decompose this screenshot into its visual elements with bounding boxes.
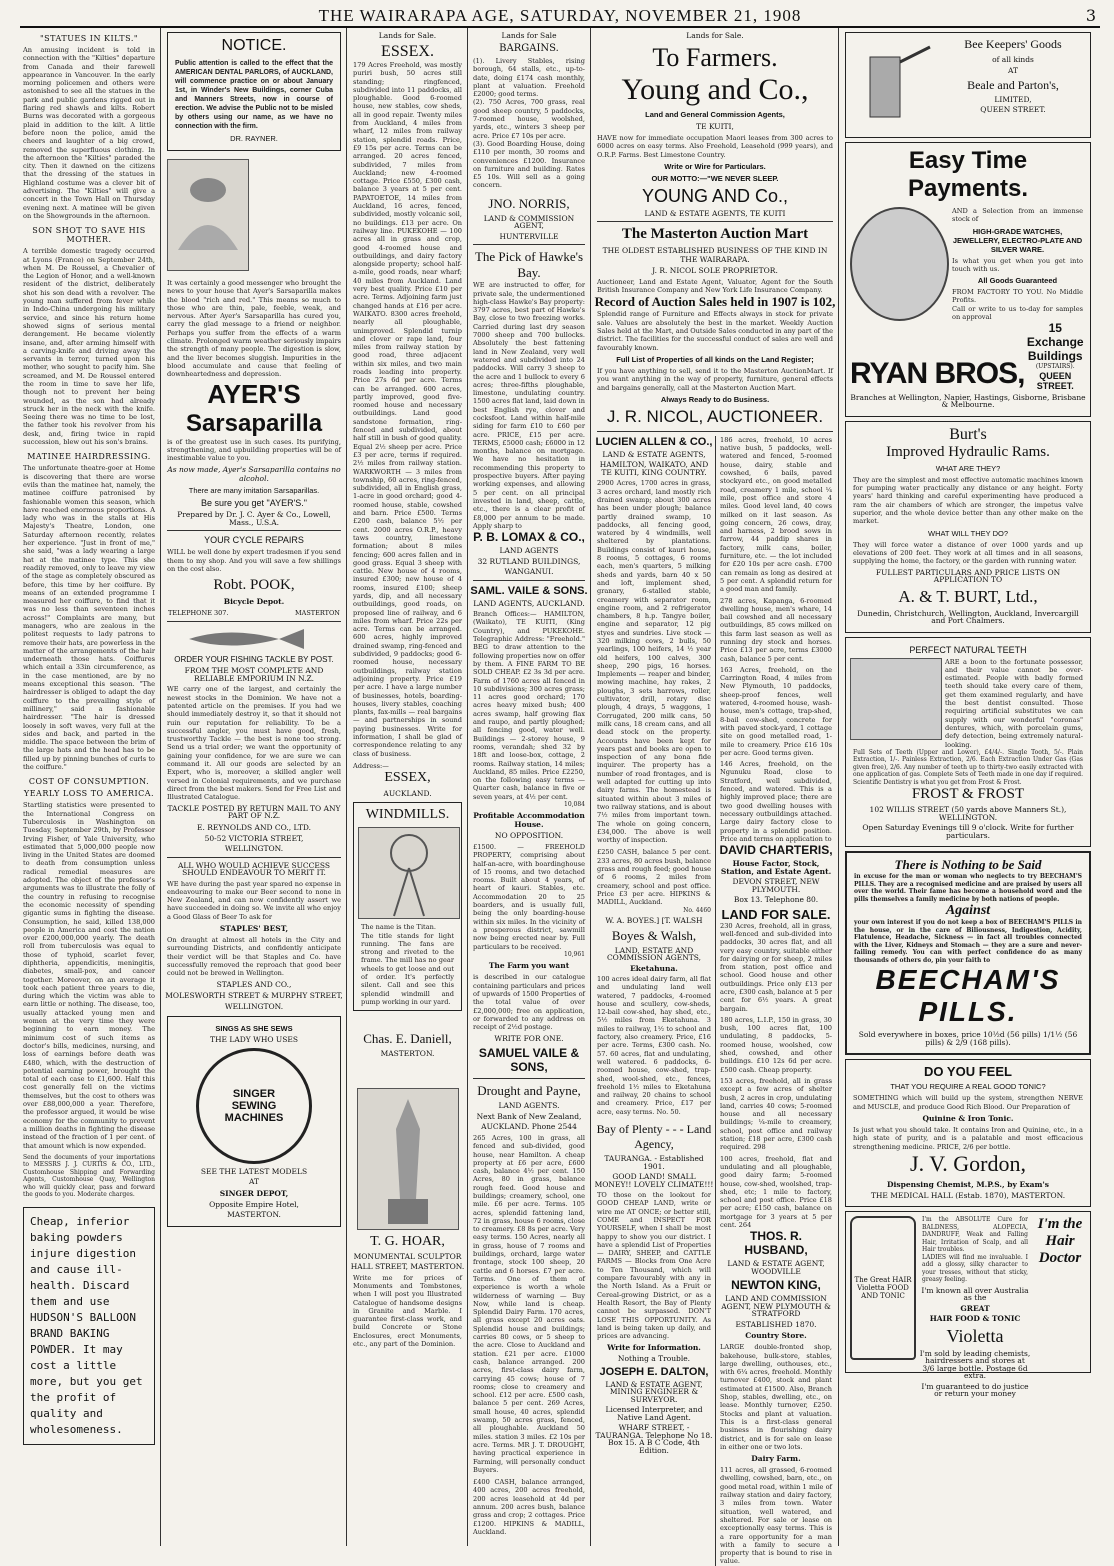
norris-town: HUNTERVILLE <box>499 231 559 241</box>
guaranteed: All Goods Guaranteed <box>977 276 1058 286</box>
full-list: Full List of Properties of all kinds on the Land Register; <box>616 354 814 364</box>
column-rule <box>838 28 839 1546</box>
reynolds-name: E. REYNOLDS AND CO., LTD. <box>196 822 312 832</box>
young-name-2: YOUNG AND Co., <box>641 185 789 206</box>
allen-text: 2900 Acres, 1700 acres in grass, 3 acres orchard, land mostly rich drained swamp; about 300 acres has been under plough; balance partly drained swamp, 10 paddocks, all fencing good, watered by 4 windmills, well sheltered by plantations. Buildings consist of kauri house, 8 rooms, 5 cottages, 6 rooms each, men's quarters, 5 milking sheds and yards, barn 40 x 50 and loft, implement shed, granary, 6-stalled stable, creamery with separator room, engine room, and 2 refrigerator chambers, 8 h.p. Tangye boiler, engine and separator, 12 pig styes and sundries. Live stock — 320 milking cows, 2 bulls, 50 yearlings, 100 heifers, 14 ½ year old heifers, 100 calves, 300 sheep, 290 pigs, 16 horses. Implements — reaper and binder, mowing machine, hay rakes, 2 ploughs, 3 sets harrows, roller, cultivator, drill, rotary disc plough, 4 drays, 5 waggons, 1 Corrugated, 200 milk cans, 50 milk cans, 18 cream cans, and all dead stock on the property. Accounts have been kept for years past and books are open to inspection of any bona fide inquirer. The property has a number of road frontages, and is well adapted for cutting up into dairy farms. The homestead is situated within about 3 miles of two railway stations, and is about 7½ miles from important town. The whole on going concern, £34,000. The above is well worthy of inspection. <box>597 479 711 845</box>
column-rule <box>467 28 468 1546</box>
ayers-product: Sarsaparilla <box>185 409 323 437</box>
dairy-farm: Dairy Farm. <box>751 1454 801 1464</box>
quinine-tonic: Quinine & Iron Tonic. <box>922 1113 1014 1123</box>
article-kilts: An amusing incident is told in connection with the "Kilties" departure from Canada and their farewell appearance in Vancouver. In the early morning policemen and others were astonished to see all the statues in the park and public gardens rigged out in flaring red shawls and kilts. Robert Burns was decorated with a gorgeous plaid in addition to the kilt. A little before noon the police, amid the cheers and laughter of a big crowd, removed the superfluous clothing. In the afternoon the "Kilties" paraded the city. Then it dawned on the citizens that the dressing of the statues in Highland costume was a clever bit of advertising. The "Kilties" will give a concert in the Town Hall on Thursday evening next. A matinee will be given on the Showgrounds in the afternoon. <box>23 46 155 220</box>
reynolds-town: WELLINGTON. <box>224 844 284 853</box>
singer-logo-text: SINGER SEWING MACHINES <box>224 1087 284 1124</box>
accommodation-text: £1500. — FREEHOLD PROPERTY, comprising about half-an-acre, with boardinghouse of 15 rooms, and two detached rooms. Built about 4 years, of heart of kauri. Stables, etc. Accommodation 20 to 25 boarders, and is usually full, being the only boarding-house within six miles. In the vicinity of a prosperous district, sawmill now being erected near by. Full particulars to be received. <box>473 842 585 951</box>
ayers-note: As now made, Ayer's Sarsaparilla contains no alcohol. <box>167 465 341 484</box>
mart-sub: THE OLDEST ESTABLISHED BUSINESS OF THE KIND IN THE WAIRARAPA. <box>602 246 828 265</box>
vaile-sub: LAND AGENTS, AUCKLAND. <box>473 598 585 608</box>
gordon-name: J. V. Gordon, <box>910 1150 1026 1176</box>
notice-heading: NOTICE. <box>221 37 287 54</box>
charteris-name: DAVID CHARTERIS, <box>719 843 833 858</box>
bee-address: QUEEN STREET. <box>980 105 1046 114</box>
listing-146: 146 Acres, freehold, on the Ngunuku Road, close to Stratford, well subdivided, fenced, and watered. This is a highly improved place; there are two good dwelling houses with necessary outbuildings attached. Large dairy factory close to property in a splendid position. Price and terms on application to <box>720 760 832 843</box>
singer-heading: SINGS AS SHE SEWS <box>215 1024 293 1034</box>
gordon-sub: Dispensing Chemist, M.P.S., by Exam's <box>887 1179 1049 1189</box>
dairy-farm-text: 111 acres, all grassed, 6-roomed dwelling, cowshed, barn, etc., on good metal road, within 1 mile of railway station and dairy factory, 3 miles from town. Water situation, well watered, and sheltered. For sale or lease on exceptionally easy terms. This is a rare opportunity for a man with a family to secure a property that is bound to rise in value. <box>720 1466 832 1566</box>
lomax-name: P. B. LOMAX & CO., <box>473 530 585 545</box>
vaile-number: 10,084 <box>564 800 585 808</box>
bay-town: TAURANGA. - Established 1901. <box>604 1154 704 1171</box>
young-town: TE KUITI, <box>696 122 734 131</box>
ayers-text: It was certainly a good messenger who brought the news to your house that Ayer's Sarsaparilla makes the blood "rich and red." This means so much to those who are thin, pale, feeble, weak, and nervous. After Ayer's Sarsaparilla has cured you, carry the glad message to a friend or neighbor. Perhaps you suffer from the effects of a warm climate. Prolonged warm weather seriously impairs the strength of many people. The digestion is slow, and the liver becomes sluggish. Impurities in the blood accumulate and cause that feeling of downheartedness and depression. <box>167 279 341 379</box>
boyes-names: W. A. BOYES.] [T. WALSH <box>605 916 703 925</box>
bay-slogan: GOOD LAND! SMALL MONEY!! LOVELY CLIMATE!!! <box>594 1172 714 1189</box>
beecham-text: in excuse for the man or woman who neglects to try BEECHAM'S PILLS. They are a recognised medicine and are praised by users all over the world. Their fame has become a household word and the pills themselves a family medicine by both nations of people. <box>854 873 1082 903</box>
notice-text: Public attention is called to the effect that the AMERICAN DENTAL PARLORS, of AUCKLAND, will commence practice on or about January 1st, in Winder's New Buildings, corner Cuba and Manners Streets, now in course of erection. We advise the Public not to be misled by others using our name, as we have no connection with the firm. <box>175 60 333 130</box>
norris-name: JNO. NORRIS, <box>488 195 570 211</box>
violetta-bottle <box>850 1216 916 1360</box>
charteris-box: Box 13. Telephone 80. <box>733 895 819 905</box>
pook-name: Robt. POOK, <box>213 577 295 594</box>
singer-sub: THE LADY WHO USES <box>209 1035 298 1045</box>
burt-particulars: FULLEST PARTICULARS AND PRICE LISTS ON APPLICATION TO <box>875 567 1061 585</box>
husband-name: THOS. R. HUSBAND, <box>744 1229 808 1258</box>
charteris-address: DEVON STREET, NEW PLYMOUTH. <box>732 877 820 894</box>
hair-great: GREAT <box>960 1303 990 1313</box>
daniell-name: Chas. E. Daniell, <box>363 1031 452 1047</box>
windmill-name: The name is the Titan. <box>361 923 436 932</box>
staples-text: WE have during the past year spared no expense in endeavouring to make our Beer second to none in New Zealand, and can now confidently assert we have succeeded in doing so. We invite all who enjoy a Good Glass of Beer To ask for <box>167 879 341 921</box>
tonic-text-2: Is just what you should take. It contains Iron and Quinine, etc., in a high state of purity, and is a palatable and most efficacious strengthening medicine. PRICE, 2/6 per bottle. <box>853 1125 1083 1151</box>
subheadline-consumption: YEARLY LOSS TO AMERICA. <box>23 789 155 799</box>
boyes-town: Eketahuna. <box>630 963 678 973</box>
ad-frost <box>845 637 1091 848</box>
boyes-sub: LAND, ESTATE AND COMMISSION AGENTS, <box>606 945 702 962</box>
tonic-heading: DO YOU FEEL <box>924 1064 1012 1080</box>
frost-hours: Open Saturday Evenings till 9 o'clock. Write for further particulars. <box>862 823 1074 840</box>
allen-name: LUCIEN ALLEN & CO., <box>595 435 713 448</box>
reynolds-address: 50-52 VICTORIA STREET, <box>204 833 304 843</box>
bay-write: Write for Information. <box>607 1343 701 1353</box>
singer-logo <box>196 1048 312 1164</box>
bay-text: TO those on the lookout for GOOD CHEAP LAND, write or wire me AT ONCE; or better still, COME and INSPECT FOR YOURSELF, when I shall be most happy to show you our district. I have a splendid List of Properties — DAIRY, SHEEP, and CATTLE FARMS — Blocks from One Acre to Ten Thousand, which will compare favourably with any in the North Island. As a Fruit or Cereal-growing District, or as a Health Resort, the Bay of Plenty cannot be surpassed. DON'T LOSE THIS OPPORTUNITY. As land is being taken up daily, and prices are advancing. <box>597 1191 711 1341</box>
singer-depot: SINGER DEPOT, <box>219 1188 289 1198</box>
teeth-heading: PERFECT NATURAL TEETH <box>909 644 1027 655</box>
hawkes-bay-heading: The Pick of Hawke's Bay. <box>474 249 584 281</box>
ad-beechams <box>845 851 1091 1055</box>
listing-163: 163 Acres, freehold, on the Carrington Road, 4 miles from New Plymouth, 10 paddocks, sheep-proof fences, well watered, 4-roomed house, wash-house, men's cottage, trap-shed, 8-bail cow-shed, concrete for with paved stock-yard, 1 cottage site on good metalled road, 1-mile to creamery. Price £16 10s per acre. Good terms given. <box>720 665 832 757</box>
article-matinee: The unfortunate theatre-goer at Home is discovering that there are worse evils than the matinee hat, namely, the matinee coiffure patronised by fashionable women this season, which have reached enormous proportions. A lady who was in the stalls at His Majesty's Theatre, London, one Saturday afternoon recently, relates her experience. "Just in front of me," she said, "was a lady wearing a large hat at the matinee type. This she readily removed, only to leave my view of the stage as completely obscured as before, this time by her coiffure. By means of an extended programme I measured her coiffure, to find that it was no less than seventeen inches across!" Complaints are many, but managers, who are zealous in the politest requests to lady patrons to remove their hats, are powerless in the matter of the arrangements of the hair underneath those hats. Coiffures which entail a 33in circumference, as in the case mentioned, are by no means exceptional this season. "The hairdresser is obliged to adapt the day coiffure to the prevailing style of millinery," said a fashionable hairdresser. "The hair is dressed loosely in soft waves, very full at the sides and back, and parted in the middle. The space between the brim of the large hats and the head has to be filled up by pinning bunches of curls to the coiffure." <box>23 464 155 772</box>
ryan-street: QUEEN STREET. <box>1036 370 1074 391</box>
king-name: NEWTON KING, <box>731 1278 821 1293</box>
fish-icon <box>169 626 339 652</box>
bay-nothing: Nothing a Trouble. <box>617 1354 691 1364</box>
page-number: 3 <box>1085 6 1096 25</box>
nicol-auctioneer: J. R. NICOL, AUCTIONEER. <box>606 406 824 426</box>
drought-town: AUCKLAND. Phone 2544 <box>481 1122 577 1132</box>
hipkins-250: £250 CASH, balance 5 per cent. 233 acres, 80 acres bush, balance grass and rough feed; good house of 6 rooms, 2 miles from creamery, school and post office. Price £3 per acre. HIPKINS & MADILL, Auckland. <box>597 848 711 907</box>
headline-matinee: MATINEE HAIRDRESSING. <box>27 452 151 462</box>
king-established: ESTABLISHED 1870. <box>735 1319 817 1329</box>
lands-header-3: Lands for Sale. <box>686 31 744 40</box>
write-for-one: WRITE FOR ONE. <box>494 1034 564 1044</box>
ayers-prepared: Prepared by Dr. J. C. Ayer & Co., Lowell, Mass., U.S.A. <box>177 510 331 527</box>
ad-ryan-bros <box>845 142 1091 417</box>
bee-at: AT <box>1007 66 1018 75</box>
listing-186: 186 acres, freehold, 10 acres native bush, 5 paddocks, well-watered and fenced, 5-roomed house, dairy, stable and cowshed, 6 bails, paved stockyard etc., on good metalled road, creamery 1 mile, school ¼ mile, post office and store 4 miles. Good level land, 40 cows milked on it last season. As going concern, 26 cows, dray, and harness, 2 brood sows in farrow, 44 paddip shares in factory, milk cans, boiler, furniture, etc. — the lot included for £20 10s per acre cash. £700 can remain as long as desired at 5 per cent. A splendid return for a good man and family. <box>720 435 832 594</box>
watch-icon <box>850 207 949 321</box>
ad-curtis: Send the documents of your importations to MESSRS J. J. CURTIS & CO., LTD., Customhouse Shipping and Forwarding Agents, Customhouse Quay, Wellington who will quickly clear, pass and forward the goods to you. Moderate charges. <box>23 1153 155 1199</box>
burt-firm: A. & T. BURT, Ltd., <box>898 586 1038 606</box>
article-son-shot: A terrible domestic tragedy occurred at Lyons (France) on September 24th, when M. De Roussel, a Chevalier of the Legion of Honor, and a well-known resident of the district, deliberately shot his son dead with a revolver. The young man suffered from fever while in Indo-China undergoing his military service, and since his return home showed signs of serious mental derangement. He became violently insane, and, after arming himself with a carving-knife and driving away the servants in terror, turned upon his mother, who sought to pacify him. She screamed, and M. De Roussel entered the room in time to save her life, though not to prevent her being wounded, as the son had already struck her in the neck with the knife. Seeing there was no time to be lost, the father took his revolver from his desk, and, firing twice in rapid succession, blew out his son's brains. <box>23 247 155 447</box>
farm-text: is described in our catalogue containing particulars and prices of upwards of 1500 Properties of the total value of over £2,000,000; free on application, or forwarded to any address on receipt of 2½d postage. <box>473 973 585 1032</box>
beecham-text-2: your own interest if you do not keep a box of BEECHAM'S PILLS in the house, or in the care of Biliousness, Indigestion, Acidity, Flatulence, Headache, Sickness — in fact all troubles connected with the Liver, Kidneys and Stomach — they are a sure and never-failing remedy. You can with perfect confidence do as many thousands of others do, pin your faith to <box>854 919 1082 964</box>
headline-kilts: "STATUES IN KILTS." <box>39 34 139 43</box>
young-text: HAVE now for immediate occupation Maori leases from 300 acres to 6000 acres on easy terms. Also Freehold, Leasehold (999 years), and O.R.P. Farms. Best Limestone Country. <box>597 134 833 159</box>
ad-baking-powder: Cheap, inferior baking powders injure digestion and cause ill-health. Discard them and use HUDSON'S BALLOON BRAND BAKING POWDER. It may cost a little more, but you get the profit of quality and wholesomeness. <box>23 1207 155 1445</box>
singer-town: MASTERTON. <box>227 1210 281 1220</box>
pook-town: MASTERTON <box>294 609 340 618</box>
lomax-address: 32 RUTLAND BUILDINGS, <box>477 556 581 566</box>
allen-town: HAMILTON, WAIKATO, AND TE KUITI, KING COUNTRY. <box>599 460 709 477</box>
staples-company: STAPLES AND CO., <box>216 980 292 990</box>
headline-son-shot: SON SHOT TO SAVE HIS MOTHER. <box>32 226 146 245</box>
dentures-icon <box>850 658 942 740</box>
daniell-town: MASTERTON. <box>380 1049 435 1059</box>
easy-heading: Easy Time Payments. <box>907 147 1029 202</box>
ad-burt <box>845 421 1091 633</box>
angel-statue-icon <box>358 1089 458 1229</box>
easy-text-2: Is what you get when you get into touch with us. <box>952 256 1083 273</box>
violetta-bottle-label: The Great HAIR Violetta FOOD AND TONIC <box>854 1276 912 1301</box>
listing-278: 278 acres, Kapanga, 6-roomed dwelling house, men's whare, 14 bail cowshed and all necessary outbuildings, 85 cows milked on this farm last season as well as running dry stock and horses. Price £13 per acre, terms £3000 cash, balance 5 per cent. <box>720 596 832 663</box>
call-text: Call or write to us to-day for samples on approval <box>952 304 1083 322</box>
article-consumption: Startling statistics were presented to the International Congress on Tuberculosis in Washington on Tuesday, September 29th, by Professor Irving Fisher, of Yale University, who estimated that 5,000,000 people now living in the United States are doomed to death from consumption unless radical remedial measures are adopted. The object of the professor's arguments was to illustrate the folly of the country in refusing to recognise the economic necessity of spending gigantic sums in fighting the disease. Consumption, he said, killed 138,000 people in America and cost the nation over £200,000,000 yearly. The death roll from tuberculosis was equal to those of typhoid, scarlet fever, diphtheria, appendicitis, meningitis, diabetes, small-pox, and cancer together. Moreover, on an average it took each patient three years to die, during which the victim was able to earn little or nothing. The disease, too, usually attacked young men and women at the very time they were beginning to earn money. The minimum cost of such items as doctor's bills, medicines, nursing, and loss of earnings before death was £480, which, with the destruction of potential earning power, brought the total of each case to £1,600. Half this cost generally fell on the victims themselves, but the cost to others was over £88,000,000 a year. Therefore, the professor argued, it would be wise economy for the community to prevent a million deaths in fighting the disease instead of the fraction of 1 per cent. of that amount which is now expended. <box>23 801 155 1150</box>
burt-text: They are the simplest and most effective automatic machines known for pumping water practically any distance or any height. Forty years' hard thinking and careful experimenting have produced a ram the air chambers of which are stronger, the impetus valve superior, and the whole device better than any other make on the market. <box>853 475 1083 526</box>
singer-models: SEE THE LATEST MODELS <box>200 1166 308 1176</box>
bee-heading: Bee Keepers' Goods <box>964 37 1062 51</box>
masthead <box>20 4 1100 28</box>
windmill-icon <box>359 828 459 918</box>
vaile-name: SAML. VAILE & SONS. <box>470 584 588 597</box>
ayers-be-sure: Be sure you get "AYER'S." <box>201 498 307 509</box>
dalton-sub: LAND & ESTATE AGENT, MINING ENGINEER & SURVEYOR. <box>605 1379 703 1404</box>
column-ads-2 <box>842 28 1094 1546</box>
easy-text: AND a Selection from an immense stock of <box>952 207 1083 224</box>
vaile-text: Branch Offices:— HAMILTON, (Waikato), TE KUITI, (King Country), and PUKEKOHE. Telegraphic Address: "Freehold." BEG to draw attention to the following properties now on offer by them. A FINE FARM TO BE SOLD CHEAP. £2 3s 3d per acre. Farm of 1760 acres all fenced in 10 subdivisions; 300 acres grass; 11 acres good orchard; 170 acres heavy mixed bush; 400 acres swamp, half growing flax and raupo, and partly ploughed; all fencing good, water well. Buildings — 2-storey house, 9 rooms, verandah; shed 32 by 18ft and loose-box, cottage, 2 rooms. Railway station, 14 miles; Auckland, 85 miles. Price £2250, on the following easy terms — Quarter cash, balance in five or seven years, at 4½ per cent. <box>473 610 585 801</box>
charteris-sub: House Factor, Stock, Station, and Estate Agent. <box>720 859 832 876</box>
record-heading: Record of Auction Sales held in 1907 is 102, <box>594 294 836 310</box>
teeth-text: ARE a boon to the fortunate possessor, and their value cannot be over-estimated. People with badly formed teeth should take every care of them, get them examined regularly, and have the best dentist consulted. Those requiring artificial substitutes we can supply with our wonderful "coronas" dentures, which, with porcelain gums, defy detection, being extremely natural-looking. <box>945 657 1083 749</box>
watches-list: HIGH-GRADE WATCHES, JEWELLERY, ELECTRO-PLATE AND SILVER WARE. <box>952 226 1083 254</box>
tonic-sub: THAT YOU REQUIRE A REAL GOOD TONIC? <box>890 1082 1046 1092</box>
ad-windmills <box>353 802 462 1011</box>
lands-header: Lands for Sale. <box>378 31 437 40</box>
bee-smoker-illustration <box>850 37 940 133</box>
ryan-building: 15 Exchange Buildings <box>1026 321 1084 364</box>
staples-heading: ALL WHO WOULD ACHIEVE SUCCESS SHOULD ENDEAVOUR TO MERIT IT. <box>177 860 331 877</box>
factory-text: FROM FACTORY TO YOU. No Middle Profits. <box>952 288 1083 305</box>
dalton-name: JOSEPH E. DALTON, <box>599 1365 709 1378</box>
bargains-heading: BARGAINS. <box>499 43 559 54</box>
ayers-brand: AYER'S <box>207 378 301 409</box>
young-name: Young and Co., <box>621 73 809 106</box>
boyes-text: 100 acres ideal dairy farm, all flat and undulating land well watered, 7 paddocks, 4-roomed house and scullery, cow-sheds, 12-bail cow-shed, hay shed, etc., 5½ miles from Eketahuna. 3 miles to railway, 1½ to school and factory, also creamery. Price, £16 per acre. Terms, £300 cash. No. 57. 60 acres, flat and undulating, well watered. 6 paddocks, 6-roomed house, cow-shed, trap-shed, wool-shed, etc., fences, freehold 1½ miles to Eketahuna and railway, 20 chains to school and creamery. Price, £17 per acre, easy terms. No. 50. <box>597 975 711 1116</box>
violetta-name: Violetta <box>946 1325 1004 1346</box>
staples-best: STAPLES' BEST, <box>219 923 289 933</box>
boyes-name: Boyes & Walsh, <box>611 927 697 943</box>
lomax-town: WANGANUI. <box>504 567 554 577</box>
cycle-heading: YOUR CYCLE REPAIRS <box>204 535 304 546</box>
drought-sub: LAND AGENTS. <box>498 1101 560 1111</box>
hawkes-bay-text: WE are instructed to offer, for private sale, the undermentioned high-class Hawke's Bay property: 3797 acres, best part of Hawke's Bay, close to two freezing works. Carried during last dry season 7000 sheep and 700 bullocks. Absolutely the best fattening land in New Zealand, very well watered and subdivided into 24 paddocks. Will carry 3 sheep to the acre and 1 bullock to every 6 acres; three-fifths ploughable, limestone, undulating country. 1500 acres flat land, laid down in best English rye, clover and cocksfoot. Land within half-mile siding for farm £10 to £60 per acre. PRICE, £15 per acre. TERMS, £5000 cash; £6000 in 12 months, balance on mortgage. We have no hesitation in recommending this property to prospective buyers. After paying working expenses, and allowing 5 per cent. on all principal invested in land, sheep, cattle, etc., there is a clear profit of £8,000 per annum to be made. Apply sharp to <box>473 281 585 530</box>
bargain-3: (3). Good Boarding House, doing £110 per month, 30 rooms and conveniences £1200. Insurance on furniture and building. Rates £5 10s. Will sell as a going concern. <box>473 139 585 190</box>
burt-question: WHAT ARE THEY? <box>935 463 1001 473</box>
pook-sub: Bicycle Depot. <box>223 597 285 607</box>
hair-guarantee: I'm guaranteed to do justice or return your money <box>921 1381 1029 1399</box>
young-motto: OUR MOTTO:—"WE NEVER SLEEP. <box>651 173 779 183</box>
frost-address: 102 WILLIS STREET (50 yards above Manners St.), WELLINGTON. <box>869 805 1067 822</box>
hoar-sub: MONUMENTAL SCULPTOR <box>353 1251 462 1261</box>
listing-100: 100 acres, freehold, flat and undulating and all ploughable, good dairy farm; 5-roomed house, cow-shed, woolshed, trap-shed, etc; 1 mile to factory, school and post office. Price £18 per acre; £150 cash, balance on mortgage for 3 years at 5 per cent. 264 <box>720 1154 832 1229</box>
drought-listings: 265 Acres, 100 in grass, all fenced and sub-divided, good house, near Hamilton. A cheap property at £6 per acre, £600 cash, balance 4½ per cent. 150 Acres, 80 in grass, balance rough feed. Good house and buildings; creamery, school, one mile. £6 per acre. Terms. 105 acres, splendid fattening land, 72 in grass, house 6 rooms, close to creamery. £8 8s per acre. Very easy terms. 150 Acres, nearly all in grass, house of 7 rooms and buildings, orchard, large water frontage, stock 100 sheep, 20 cattle and 6 horses. £7 per acre. Terms. One of them of experience is worth a whole wilderness of warning — Buy Now, while land is cheap. Splendid Dairy Farm. 170 acres, all grass except 20 acres oats. Splendid house and buildings; carries 80 cows, or 5 sheep to the acre. Close to Auckland and station. £21 per acre. £1000 cash, balance arranged. 200 acres, first-class dairy farm, carrying 45 cows; house of 7 rooms; close to creamery and school. £12 per acre. £500 cash, balance 5 per cent. 269 Acres, small house, 40 acres, splendid swamp, 50 acres grass, fenced, all ploughable. Auckland 50 miles. station 3 miles. £2 10s per acre. Terms. MR J. T. DROUGHT, having practical experience in Farming, will personally conduct Buyers. <box>473 1133 585 1474</box>
young-sub: Land and General Commission Agents, <box>645 110 785 119</box>
ad-violetta <box>845 1211 1091 1399</box>
column-news <box>20 28 158 1546</box>
young-sub-2: LAND & ESTATE AGENTS, TE KUITI <box>644 208 786 218</box>
fishing-heading: ORDER YOUR FISHING TACKLE BY POST. <box>174 655 334 665</box>
hair-sold: I'm sold by leading chemists, hairdressers and stores at 3/6 large bottle. Postage 6d extra. <box>919 1348 1031 1381</box>
column-lands-3 <box>594 28 836 1566</box>
fishing-sub: FROM THE MOST COMPLETE AND RELIABLE EMPORIUM IN N.Z. <box>184 666 324 683</box>
to-farmers: To Farmers. <box>652 43 778 72</box>
hair-known: I'm known all over Australia as the <box>921 1285 1029 1303</box>
drought-address: Next Bank of New Zealand, <box>476 1111 582 1121</box>
pook-telephone: TELEPHONE 307. <box>168 609 229 618</box>
bee-sub: of all kinds <box>992 55 1034 64</box>
country-store-text: LARGE double-fronted shop, bakehouse, bulk-store, stables, large dwelling, outhouses, etc., with 6¼ acres, freehold. Monthly turnover £400, stock and plant estimated at £1500. Also, Branch Shop, stables, dwelling, etc., on lease. Monthly turnover, £250. Stocks and plant at valuation. This is a first-class general business in flourishing dairy district, and is for sale on lease in either one or two lots. <box>720 1343 832 1451</box>
bee-ltd: LIMITED, <box>994 94 1032 104</box>
staples-text-2: On draught at almost all hotels in the City and surrounding Districts, and confidently anticipate their verdict will be that Staples and Co. have successfully removed the reproach that good beer could not be brewed in Wellington. <box>167 935 341 978</box>
beecham-heading: There is Nothing to be Said <box>894 857 1042 873</box>
headline-consumption: COST OF CONSUMPTION. <box>28 777 150 787</box>
notice-signature: DR. RAYNER. <box>230 134 278 143</box>
ad-bee-keepers <box>845 32 1091 138</box>
husband-sub: LAND & ESTATE AGENT, WOODVILLE <box>727 1259 825 1276</box>
bee-firm: Beale and Parton's, <box>967 77 1059 92</box>
drought-name: Drought and Payne, <box>477 1083 581 1099</box>
essex-town: AUCKLAND. <box>383 789 432 799</box>
hipkins-400: £400 CASH, balance arranged, 400 acres, 200 acres freehold, 200 acres leasehold at 4d per annum. 200 acres bush, balance grass and crop; 2 cottages. Price £1200. HIPKINS & MADILL, Auckland. <box>473 1478 585 1536</box>
column-lands-2 <box>470 28 588 1546</box>
bargain-2: (2). 750 Acres, 700 grass, real good sheep country, 5 paddocks, 7-roomed house, woolshed, yards, etc., winters 3 sheep per acre. Price £7 10s per acre. <box>473 98 585 140</box>
column-lands-essex <box>350 28 465 1546</box>
column-rule <box>346 28 347 1546</box>
lomax-sub: LAND AGENTS <box>499 546 559 556</box>
column-rule <box>590 28 591 1546</box>
burt-heading: Burt's <box>949 425 987 443</box>
full-list-text: If you have anything to sell, send it to the Masterton AuctionMart. If you want anything in the way of property, furniture, general effects and bargains generally, call at the Masterton Auction Mart. <box>597 366 833 392</box>
windmills-heading: WINDMILLS. <box>365 807 450 823</box>
hair-doctor: I'm the Hair Doctor <box>1037 1216 1083 1267</box>
cycle-text: WILL be well done by expert tradesmen if you send them to my shop. And you will save a few shillings on the cost also. <box>167 548 341 574</box>
mart-proprietor: J. R. NICOL SOLE PROPRIETOR. <box>652 266 778 276</box>
country-store: Country Store. <box>745 1331 807 1341</box>
ryan-branches: Branches at Wellington, Napier, Hastings, Gisborne, Brisbane & Melbourne. <box>850 392 1086 410</box>
essex-listings: 179 Acres Freehold, was mostly puriri bush, 50 acres still standing; ringfenced, subdivided into 11 paddocks, all ploughable. Good 6-roomed house, new stables, cow sheds, all in good repair. Twenty miles from Auckland, 4 miles from wharf, 12 miles from railway station, splendid roads. Price, £9 15s per acre. Terms can be arranged. 20 acres fenced, subdivided, 7 miles from Auckland; new 4-roomed cottage. Price £550, £300 cash, balance 3 years at 5 per cent. PAPATOETOE, 14 miles from Auckland, 16 acres, fenced, subdivided, mostly volcanic soil, no buildings. £13 per acre. On railway line. PUKEKOHE — 100 acres all in grass and crop, good 4-roomed house and outbuildings, and dairy factory alongside property; school half-a-mile, good roads, near wharf; 40 miles from Auckland. Land very best quality. Price £10 per acre. Terms. Adjoining farm just changed hands at £16 per acre. WAIKATO. 8300 acres freehold, nearly all ploughable, unimproved. Splendid turnip and clover or rape land, four miles from railway station by good road, three adjacent within six miles, and two main roads leading into property. Price 27s 6d per acre. Terms can be arranged. 600 acres, partly improved, good five-roomed house and necessary outbuildings. Land good sandstone formation, ring-fenced and subdivided, about half still in bush of good quality. Equal 2½ sheep per acre. Price £3 per acre, terms if required. 2½ miles from railway station. WARKWORTH — 3 miles from township, 60 acres, ring-fenced, subdivided, all in English grass, 1-acre in good orchard; good 4-roomed house, stable, cowshed and barn. Price £500. Terms £200 cash, balance 5½ per cent. 2000 acres O.R.P., heavy taws country, limestone formation; about 8 miles fencing; 600 acres fallen and in good grass. Equal 3 sheep with cattle. New house of 4 rooms, insured £300; new house of 4 rooms, insured £100; sheep yards, dip, and all necessary outbuildings, good roads, on proposed line of railway, and 6 miles from wharf. Price 22s per acre. Terms can be arranged. 600 acres, highly improved drained swamp, ring-fenced and subdivided, 9 paddocks; good 6-roomed house, necessary outbuildings, railway station adjoining property. Price £19 per acre. I have a large number of businesses, hotels, boarding-houses, livery stables, coaching plants, fax-mills — real bargains — and partnerships in sound paying businesses. Write for information, I shall be glad of correspondence relating to any class of business. <box>353 61 462 758</box>
burt-towns: Dunedin, Christchurch, Wellington, Auckland, Invercargill and Port Chalmers. <box>857 608 1079 626</box>
ad-tonic <box>845 1059 1091 1207</box>
essex-name: ESSEX, <box>384 770 431 786</box>
hoar-text: Write me for prices of Monuments and Tombstones, when I will post you Illustrated Catalogue of handsome designs in Granite and Marble. I guarantee first-class work, and build Concrete or Stone Enclosures, erect Monuments, etc., any part of the Dominion. <box>353 1273 462 1349</box>
bee-smoker-icon <box>850 37 940 133</box>
samuel-vaile: SAMUEL VAILE & SONS, <box>478 1046 580 1075</box>
gordon-address: THE MEDICAL HALL (Estab. 1870), MASTERTON. <box>870 1190 1066 1200</box>
ryan-upstairs: (UPSTAIRS). <box>1035 363 1075 371</box>
king-sub: LAND AND COMMISSION AGENT, NEW PLYMOUTH & STRATFORD <box>721 1294 831 1319</box>
burt-text-2: They will force water a distance of over 1000 yards and up elevations of 200 feet. They work at all times and in all seasons, supplying the home, the factory, or the garden with running water. <box>853 540 1083 566</box>
record-text: Splendid range of Furniture and Effects always in stock for private sale. Values are absolutely the best in the market. Weekly Auction Sales held at the Mart, and Outside Sales conducted in any part of the district. The facilities for the successful conduct of sales are well and favourably known. <box>597 310 833 352</box>
hoar-name: T. G. HOAR, <box>370 1233 445 1249</box>
young-write: Write or Wire for Particulars. <box>664 161 766 171</box>
hair-ladies: LADIES will find me invaluable. I add a glossy, silky character to your tresses, without that sticky, greasy feeling. <box>922 1253 1028 1284</box>
land-for-sale: LAND FOR SALE. <box>721 906 831 922</box>
dalton-address: WHARF STREET, - TAURANGA. Telephone No 18. Box 15. A B C Code, 4th Edition. <box>595 1423 713 1455</box>
always-ready: Always Ready to do Business. <box>660 394 770 404</box>
farm-heading: The Farm you want <box>488 961 570 971</box>
beecham-brand: BEECHAM'S PILLS. <box>875 964 1061 1028</box>
column-rule <box>160 28 161 1546</box>
column-ads-1 <box>164 28 344 1546</box>
allen-sub: LAND & ESTATE AGENTS, <box>602 449 706 459</box>
ad-notice <box>167 32 341 151</box>
singer-address: Opposite Empire Hotel, <box>209 1199 299 1209</box>
fishing-post: TACKLE POSTED BY RETURN MAIL TO ANY PART OF N.Z. <box>167 803 341 820</box>
burt-heading-2: Improved Hydraulic Rams. <box>886 443 1050 460</box>
ayers-imitation: There are many imitation Sarsaparillas. <box>188 486 320 496</box>
ayers-text-2: is of the greatest use in such cases. Its purifying, strengthening, and upbuilding properties will be of inestimable value to you. <box>167 437 341 463</box>
fishing-text: WE carry one of the largest, and certainly the newest stocks in the Dominion. We have not a patented article on the premises. If you had we should immediately destroy it, so that it should not ruin our reputation for reliability. To be a successful angler, you must have good, fresh, trustworthy Tackle — the best is none too strong. Send us a trial order; we want the opportunity of gaining your confidence, for we are sure we can command it. All our goods are selected by an Expert, who is, moreover, a skilled angler well versed in Colonial requirements, and we purchase direct from the best makers. Send for Free List and Illustrated Catalogue. <box>167 685 341 802</box>
accommodation-sub: NO OPPOSITION. <box>494 831 564 841</box>
ayers-illustration <box>167 159 249 271</box>
hair-text: I'm the ABSOLUTE Cure for BALDNESS, ALOPECIA, DANDRUFF, Weak and Falling Hair, Irritation of Scalp, and all Hair troubles. <box>922 1216 1028 1254</box>
newspaper-title: THE WAIRARAPA AGE, SATURDAY, NOVEMBER 21, 1908 <box>318 6 802 25</box>
ad-ayers <box>164 155 344 275</box>
lands-header-2: Lands for Sale <box>501 31 557 40</box>
accommodation-heading: Profitable Accommodation House. <box>473 811 585 830</box>
tonic-text: SOMETHING which will build up the system, strengthen NERVE and MUSCLE, and produce Good Rich Blood. Our Preparation of <box>853 1094 1083 1111</box>
beecham-against: Against <box>945 903 991 919</box>
burt-question-2: WHAT WILL THEY DO? <box>927 528 1009 538</box>
listing-230: 230 Acres, freehold, all in grass, well-fenced and sub-divided into paddocks, 30 acres flat, and all very easy country, suitable either for dairying or for sheep, 2 miles from station, post office and school. Good house and other outbuildings. Price only £13 per acre, £300 cash, balance at 5 per cent for 6½ years. A great bargain. <box>720 921 832 1013</box>
windmill-text: The title stands for light running. The fans are strong and riveted to the frame. The mill has no gear wheels to get loose and out of order. It's perfectly silent. Call and see this splendid windmill and pump working in our yard. <box>361 931 454 1006</box>
mart-text: Auctioneer, Land and Estate Agent, Valuator, Agent for the South British Insurance Company and New York Life Insurance Company. <box>597 277 833 295</box>
listing-180: 180 acres, L.I.P., 150 in grass, 30 bush, 100 acres flat, 100 undulating, 8 paddocks, 5-roomed house, woolshed, cow shed, cowshed, and other buildings. £10 12s 6d per acre. £500 cash. Cheap property. <box>720 1015 832 1074</box>
hipkins-250-number: No. 4460 <box>683 906 711 914</box>
mart-heading: The Masterton Auction Mart <box>621 226 809 243</box>
messenger-woman-icon <box>168 160 248 270</box>
ad-singer <box>167 1016 341 1227</box>
frost-name: FROST & FROST <box>911 786 1025 803</box>
singer-at: AT <box>248 1177 259 1187</box>
teeth-prices: Full Sets of Teeth (Upper and Lower), £4/4/-. Single Tooth, 5/-. Plain Extraction, 1/-. Painless Extraction, 2/6. Each Extraction Under Gas (Gas given free), 2/6. Any number of teeth up to thirty-two easily extracted with one application of gas. Complete Sets of Teeth made in one day if required. Scientific Dentistry is what you get from Frost & Frost. <box>853 748 1083 786</box>
staples-town: WELLINGTON. <box>224 1001 284 1011</box>
bay-heading: Bay of Plenty - - - Land Agency, <box>596 1122 712 1152</box>
norris-sub: LAND & COMMISSION AGENT, <box>483 213 575 231</box>
bargain-1: (1). Livery Stables, rising borough, 64 stalls, etc., up-to-date, doing £174 cash monthly, plant at valuation. Freehold £2000; good terms. <box>473 57 585 99</box>
ryan-name: RYAN BROS, <box>850 356 1025 390</box>
hair-food: HAIR FOOD & TONIC <box>929 1314 1021 1324</box>
essex-address-label: Address:— <box>353 761 389 770</box>
staples-address: MOLESWORTH STREET & MURPHY STREET, <box>165 991 343 1001</box>
accommodation-number: 10,961 <box>564 950 585 958</box>
listing-153: 153 acres, freehold, all in grass except a few acres of shelter bush, 2 acres in crop, undulating land, carries 40 cows; 5-roomed house and all necessary buildings; ¼-mile to creamery, school, post office and railway station; £18 per acre, £300 cash required. 298 <box>720 1076 832 1152</box>
hoar-address: HALL STREET, MASTERTON. <box>350 1262 465 1272</box>
monument-illustration <box>357 1088 459 1230</box>
beecham-sold: Sold everywhere in boxes, price 10½d (56 pills) 1/1½ (56 pills) & 2/9 (168 pills). <box>858 1030 1078 1047</box>
windmill-illustration <box>358 827 460 919</box>
dalton-text: Licensed Interpreter, and Native Land Agent. <box>605 1405 703 1422</box>
essex-heading: ESSEX. <box>381 43 434 60</box>
